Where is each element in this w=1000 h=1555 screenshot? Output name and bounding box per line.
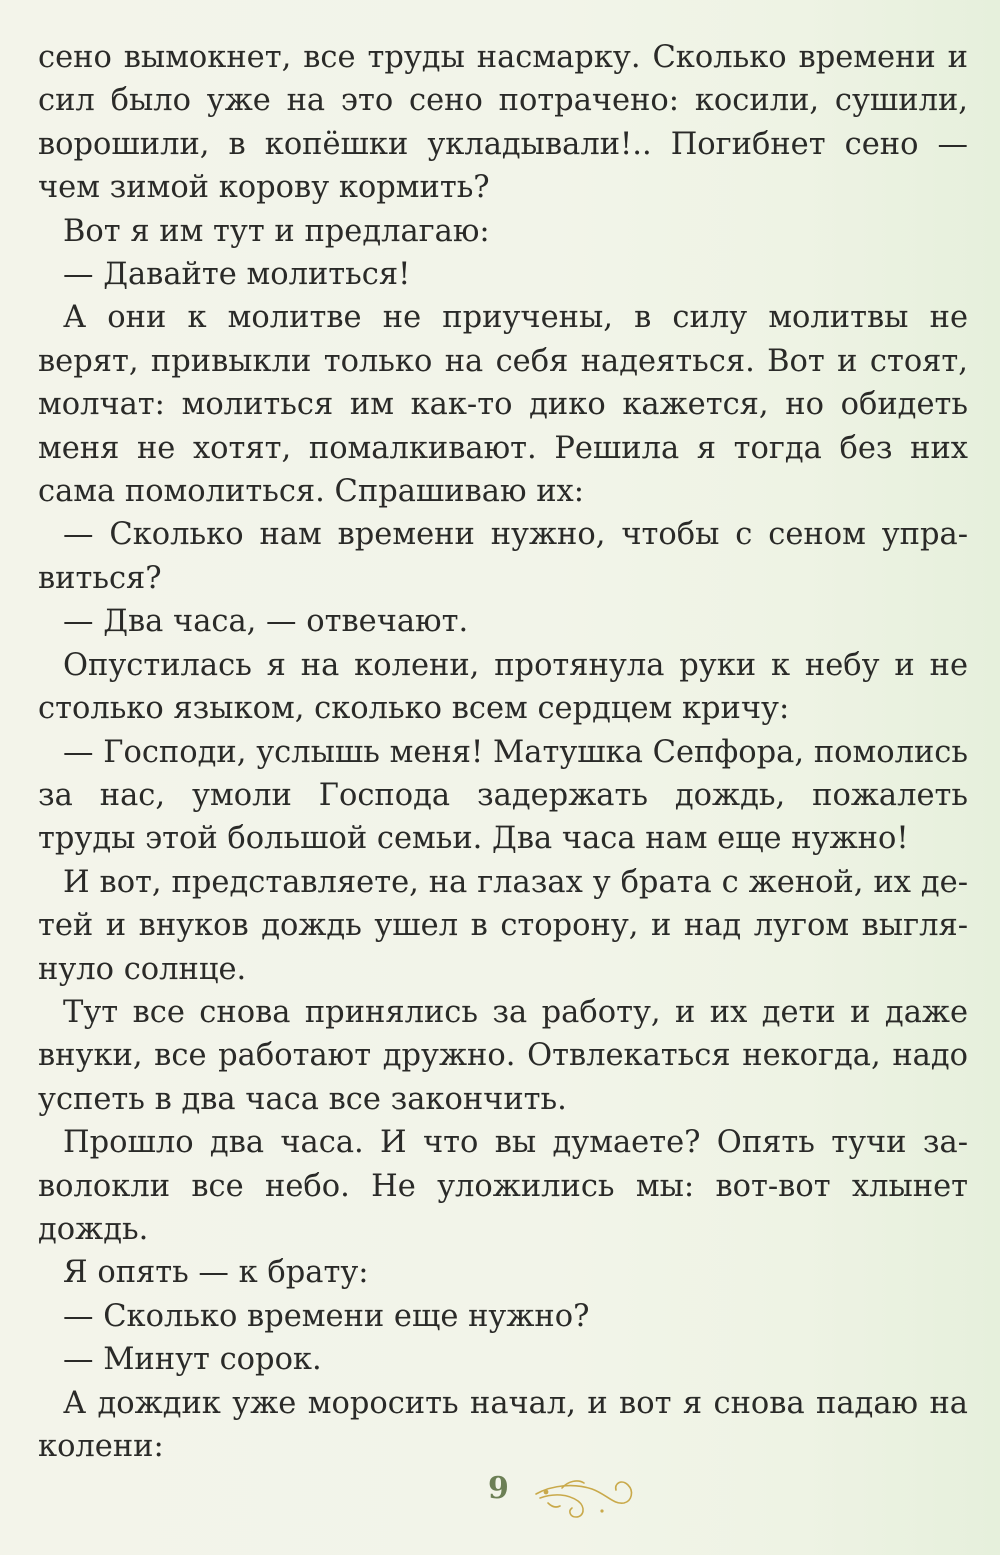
paragraph: Прошло два часа. И что вы думаете? Опять тучи заволокли все небо. Не уложились мы: вот-вот хлынет дождь. [38, 1125, 968, 1247]
paragraph: сено вымокнет, все труды насмарку. Сколько времени и сил было уже на это сено потрачено: косили, сушили, ворошили, в копёшки укладывали!.. Погибнет сено — чем зимой корову кормить? [38, 40, 968, 206]
paragraph: — Минут сорок. [63, 1342, 322, 1378]
paragraph: А они к молитве не приучены, в силу молитвы не верят, привыкли только на себя надеяться. Вот и стоят, молчат: молиться им как-то дико кажется, но обидеть меня не хотят, помалкивают. Решила я тогда без них сама помолиться. Спрашиваю их: [38, 300, 968, 510]
paragraph: — Два часа, — отвечают. [63, 604, 469, 640]
paragraph: И вот, представляете, на глазах у брата с женой, их детей и внуков дождь ушел в сторону, и над лугом выглянуло солнце. [38, 864, 968, 987]
page-footer [488, 1467, 648, 1527]
paragraph: — Давайте молиться! [63, 257, 411, 293]
page-text [38, 36, 968, 1468]
paragraph: Тут все снова принялись за работу, и их дети и даже внуки, все работают дружно. Отвлекаться некогда, надо успеть в два часа все закончить. [38, 994, 968, 1117]
paragraph: Вот я им тут и предлагаю: [63, 213, 490, 249]
paragraph: — Сколько нам времени нужно, чтобы с сеном управиться? [38, 517, 968, 596]
flourish-ornament-icon [532, 1467, 636, 1525]
paragraph: Опустилась я на колени, протянула руки к небу и не столько языком, сколько всем сердцем кричу: [38, 647, 968, 727]
paragraph: — Сколько времени еще нужно? [63, 1298, 590, 1334]
paragraph: — Господи, услышь меня! Матушка Сепфора, помолись за нас, умоли Господа задержать дождь, пожалеть труды этой большой семьи. Два часа нам еще нужно! [38, 734, 968, 857]
paragraph: Я опять — к брату: [63, 1255, 369, 1291]
page-number: 9 [488, 1471, 509, 1506]
paragraph: А дождик уже моросить начал, и вот я снова падаю на колени: [38, 1385, 968, 1464]
